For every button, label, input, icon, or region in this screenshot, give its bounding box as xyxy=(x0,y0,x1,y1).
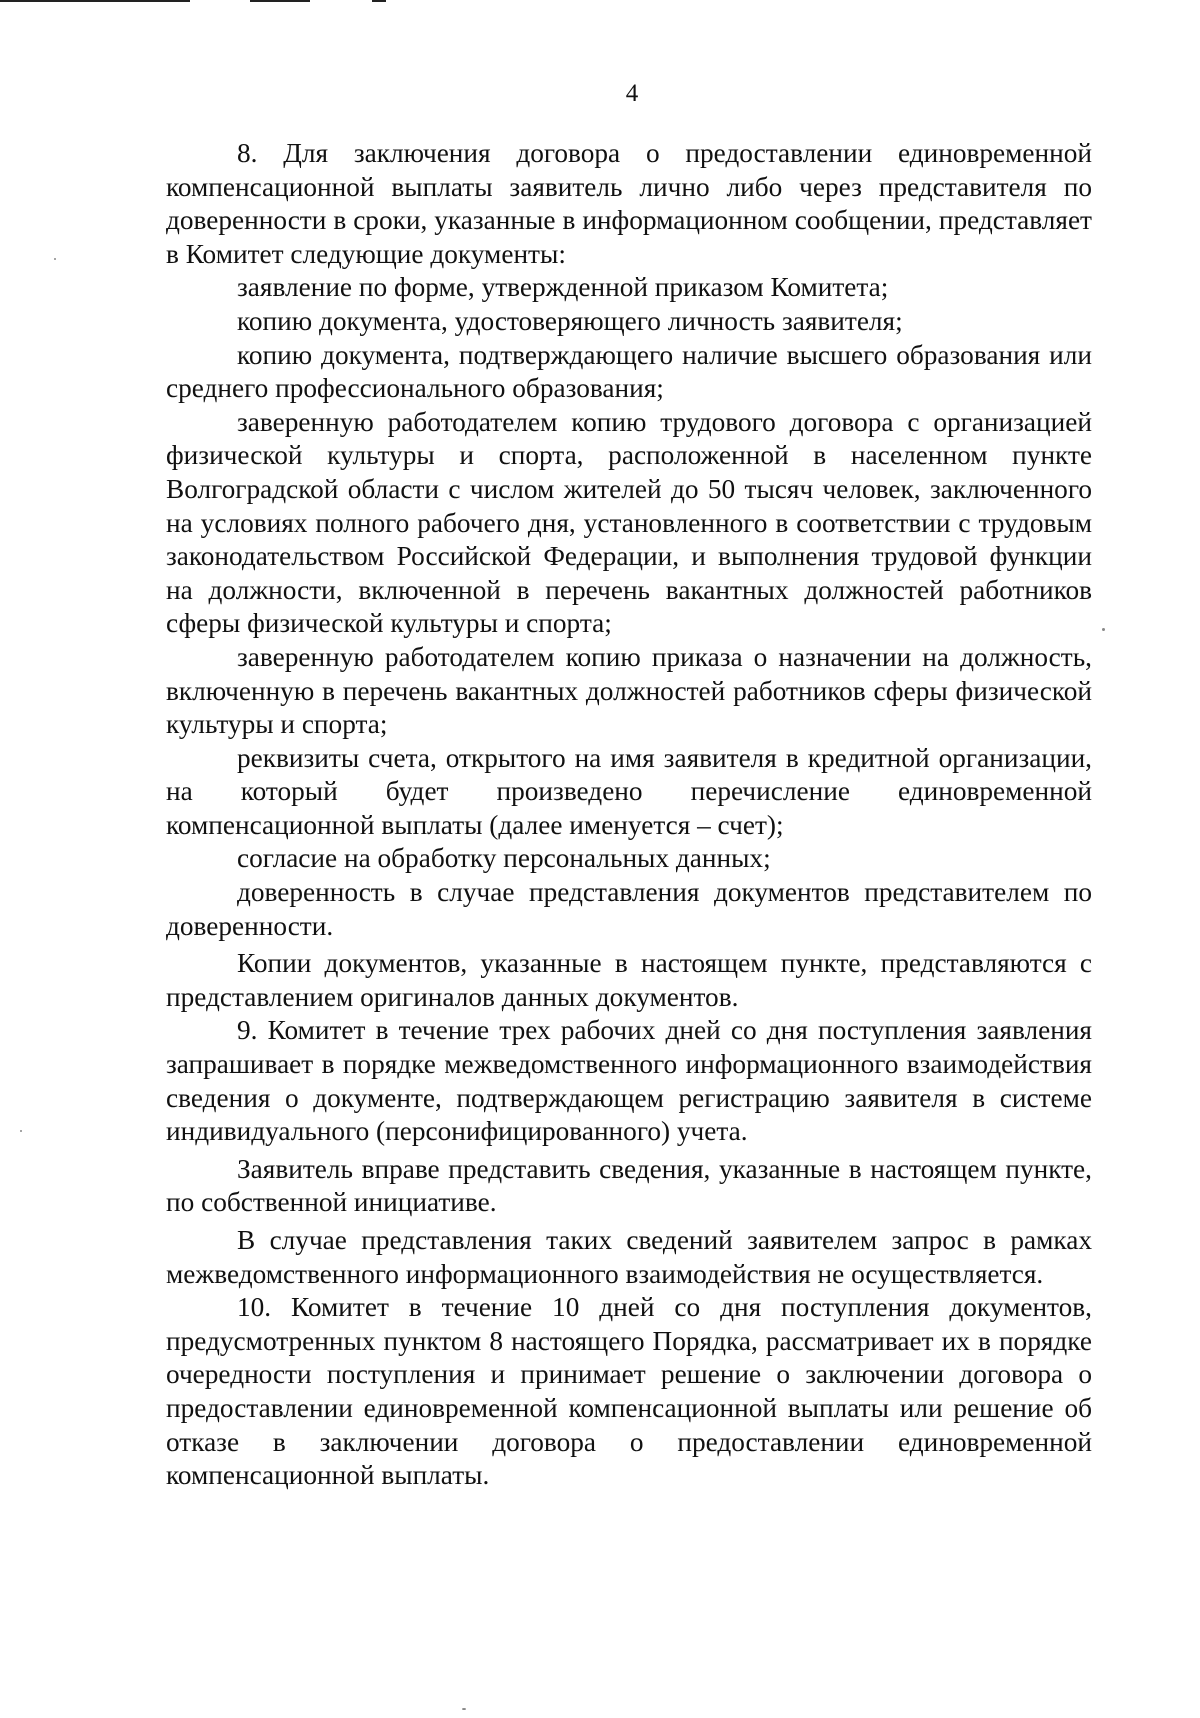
list-item-application: заявление по форме, утвержденной приказом Комитета; xyxy=(237,272,889,303)
scan-edge-mark xyxy=(250,0,310,2)
scan-edge-mark xyxy=(0,0,190,2)
scan-speck xyxy=(1102,628,1105,631)
list-item-data-consent: согласие на обработку персональных данных; xyxy=(237,843,771,874)
paragraph-8: 8. Для заключения договора о предоставлении единовременной компенсационной выплаты заявитель лично либо через представителя по доверенности в сроки, указанные в информационном сообщении, представляет в Комитет следующие документы: xyxy=(166,138,1092,269)
list-item-labor-contract: заверенную работодателем копию трудового договора с организацией физической культуры и спорта, расположенной в населенном пункте Волгоградской области с числом жителей до 50 тысяч человек, заключенного на условиях полного рабочего дня, установленного в соответствии с трудовым законодательством Российской Федерации, и выполнения трудовой функции на должности, включенной в перечень вакантных должностей работников сферы физической культуры и спорта; xyxy=(166,406,1092,639)
scan-speck xyxy=(54,258,56,260)
list-item-education-copy: копию документа, подтверждающего наличие высшего образования или среднего профессионального образования; xyxy=(166,339,1092,404)
scan-edge-mark xyxy=(372,0,386,2)
scan-speck xyxy=(462,1708,466,1710)
list-item-bank-details: реквизиты счета, открытого на имя заявителя в кредитной организации, на который будет произведено перечисление единовременной компенсационной выплаты (далее именуется – счет); xyxy=(166,742,1092,840)
list-item-power-of-attorney: доверенность в случае представления документов представителем по доверенности. xyxy=(166,877,1092,941)
paragraph-copies-note: Копии документов, указанные в настоящем пункте, представляются с представлением оригиналов данных документов. xyxy=(166,948,1092,1012)
list-item-appointment-order: заверенную работодателем копию приказа о назначении на должность, включенную в перечень вакантных должностей работников сферы физической культуры и спорта; xyxy=(166,641,1092,740)
document-body xyxy=(166,137,1092,1493)
paragraph-10: 10. Комитет в течение 10 дней со дня поступления документов, предусмотренных пунктом 8 настоящего Порядка, рассматривает их в порядке очередности поступления и принимает решение о заключении договора о предоставлении единовременной компенсационной выплаты или решение об отказе в заключении договора о предоставлении единовременной компенсационной выплаты. xyxy=(166,1292,1092,1491)
page-number: 4 xyxy=(625,80,639,107)
paragraph-applicant-right: Заявитель вправе представить сведения, указанные в настоящем пункте, по собственной инициативе. xyxy=(166,1153,1092,1218)
list-item-id-copy: копию документа, удостоверяющего личность заявителя; xyxy=(237,305,903,336)
paragraph-9: 9. Комитет в течение трех рабочих дней со дня поступления заявления запрашивает в порядке межведомственного информационного взаимодействия сведения о документе, подтверждающем регистрацию заявителя в системе индивидуального (персонифицированного) учета. xyxy=(166,1015,1092,1147)
paragraph-no-request: В случае представления таких сведений заявителем запрос в рамках межведомственного информационного взаимодействия не осуществляется. xyxy=(166,1225,1092,1289)
scan-speck xyxy=(20,1130,22,1132)
